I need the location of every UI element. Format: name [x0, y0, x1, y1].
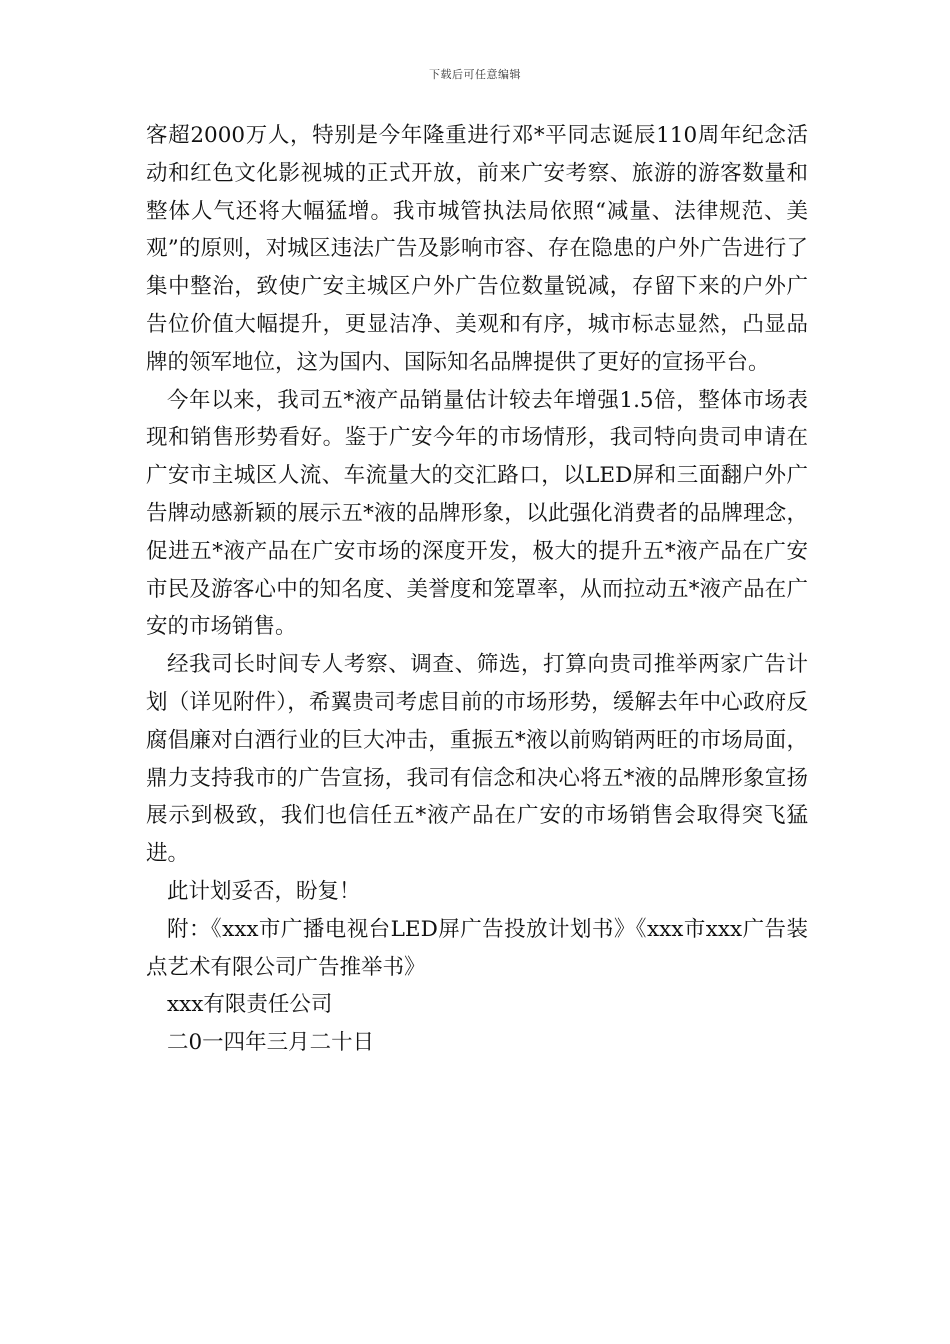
paragraph-sales: 今年以来，我司五*液产品销量估计较去年增强1.5倍，整体市场表现和销售形势看好。鉴于广安今年的市场情形，我司特向贵司申请在广安市主城区人流、车流量大的交汇路口，以LED屏和三面翻户外广告牌动感新颖的展示五*液的品牌形象，以此强化消费者的品牌理念，促进五*液产品在广安市场的深度开发，极大的提升五*液产品在广安市民及游客心中的知名度、美誉度和笼罩率，从而拉动五*液产品在广安的市场销售。 — [146, 387, 808, 640]
paragraph-request: 此计划妥否，盼复！ — [167, 878, 361, 904]
page-header: 下载后可任意编辑 — [429, 68, 521, 81]
signature-company: xxx有限责任公司 — [167, 992, 333, 1018]
paragraph-recommendation: 经我司长时间专人考察、调查、筛选，打算向贵司推举两家广告计划（详见附件），希翼贵司考虑目前的市场形势，缓解去年中心政府反腐倡廉对白酒行业的巨大冲击，重振五*液以前购销两旺的市场局面，鼎力支持我市的广告宣扬，我司有信念和决心将五*液的品牌形象宣扬展示到极致，我们也信任五*液产品在广安的市场销售会取得突飞猛进。 — [146, 652, 808, 867]
signature-date: 二0一四年三月二十日 — [167, 1030, 375, 1056]
paragraph-attachments: 附：《xxx市广播电视台LED屏广告投放计划书》《xxx市xxx广告装点艺术有限公司广告推举书》 — [146, 916, 808, 980]
paragraph-continuation: 客超2000万人，特别是今年隆重进行邓*平同志诞辰110周年纪念活动和红色文化影视城的正式开放，前来广安考察、旅游的游客数量和整体人气还将大幅猛增。我市城管执法局依照“减量、法律规范、美观”的原则，对城区违法广告及影响市容、存在隐患的户外广告进行了集中整治，致使广安主城区户外广告位数量锐减，存留下来的户外广告位价值大幅提升，更显洁净、美观和有序，城市标志显然，凸显品牌的领军地位，这为国内、国际知名品牌提供了更好的宣扬平台。 — [146, 123, 808, 375]
document-body — [146, 117, 808, 1062]
